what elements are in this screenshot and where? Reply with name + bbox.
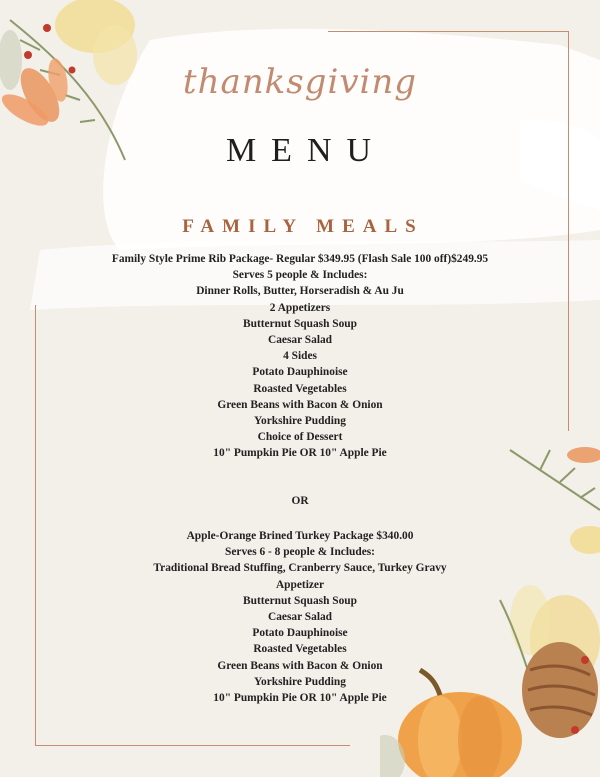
thanksgiving-script-title: thanksgiving bbox=[182, 62, 418, 102]
section-title-family-meals: FAMILY MEALS bbox=[182, 216, 424, 237]
package-line: 4 Sides bbox=[283, 350, 317, 363]
package-line: Potato Dauphinoise bbox=[252, 366, 348, 379]
package-line: Butternut Squash Soup bbox=[243, 594, 357, 607]
package-turkey bbox=[0, 528, 600, 706]
frame-line-bottom bbox=[35, 745, 350, 746]
package-line: Choice of Dessert bbox=[257, 431, 343, 444]
package-line: Caesar Salad bbox=[267, 611, 333, 624]
package-line: Potato Dauphinoise bbox=[252, 627, 348, 640]
frame-line-top bbox=[328, 31, 568, 32]
package-line: Serves 5 people & Includes: bbox=[232, 269, 368, 282]
package-line: Yorkshire Pudding bbox=[254, 675, 346, 688]
package-line: Dinner Rolls, Butter, Horseradish & Au Ju bbox=[196, 285, 404, 298]
package-line: Yorkshire Pudding bbox=[254, 415, 346, 428]
package-line: Butternut Squash Soup bbox=[243, 317, 357, 330]
package-prime-rib bbox=[0, 251, 600, 462]
package-line: Family Style Prime Rib Package- Regular $349.95 (Flash Sale 100 off)$249.95 bbox=[111, 253, 489, 265]
package-line: 2 Appetizers bbox=[269, 301, 331, 314]
package-line: 10" Pumpkin Pie OR 10" Apple Pie bbox=[213, 447, 387, 460]
package-line: Green Beans with Bacon & Onion bbox=[217, 398, 383, 411]
package-line: Roasted Vegetables bbox=[253, 382, 347, 395]
menu-title: MENU bbox=[225, 132, 387, 169]
package-line: Caesar Salad bbox=[267, 334, 333, 347]
package-line: 10" Pumpkin Pie OR 10" Apple Pie bbox=[213, 692, 387, 705]
package-line: Green Beans with Bacon & Onion bbox=[217, 659, 383, 672]
package-line: Roasted Vegetables bbox=[253, 643, 347, 656]
package-line: Traditional Bread Stuffing, Cranberry Sauce, Turkey Gravy bbox=[153, 562, 447, 575]
package-line: Appetizer bbox=[275, 578, 325, 591]
or-separator: OR bbox=[291, 495, 309, 507]
package-line: Apple-Orange Brined Turkey Package $340.00 bbox=[186, 530, 414, 542]
package-line: Serves 6 - 8 people & Includes: bbox=[225, 546, 375, 559]
